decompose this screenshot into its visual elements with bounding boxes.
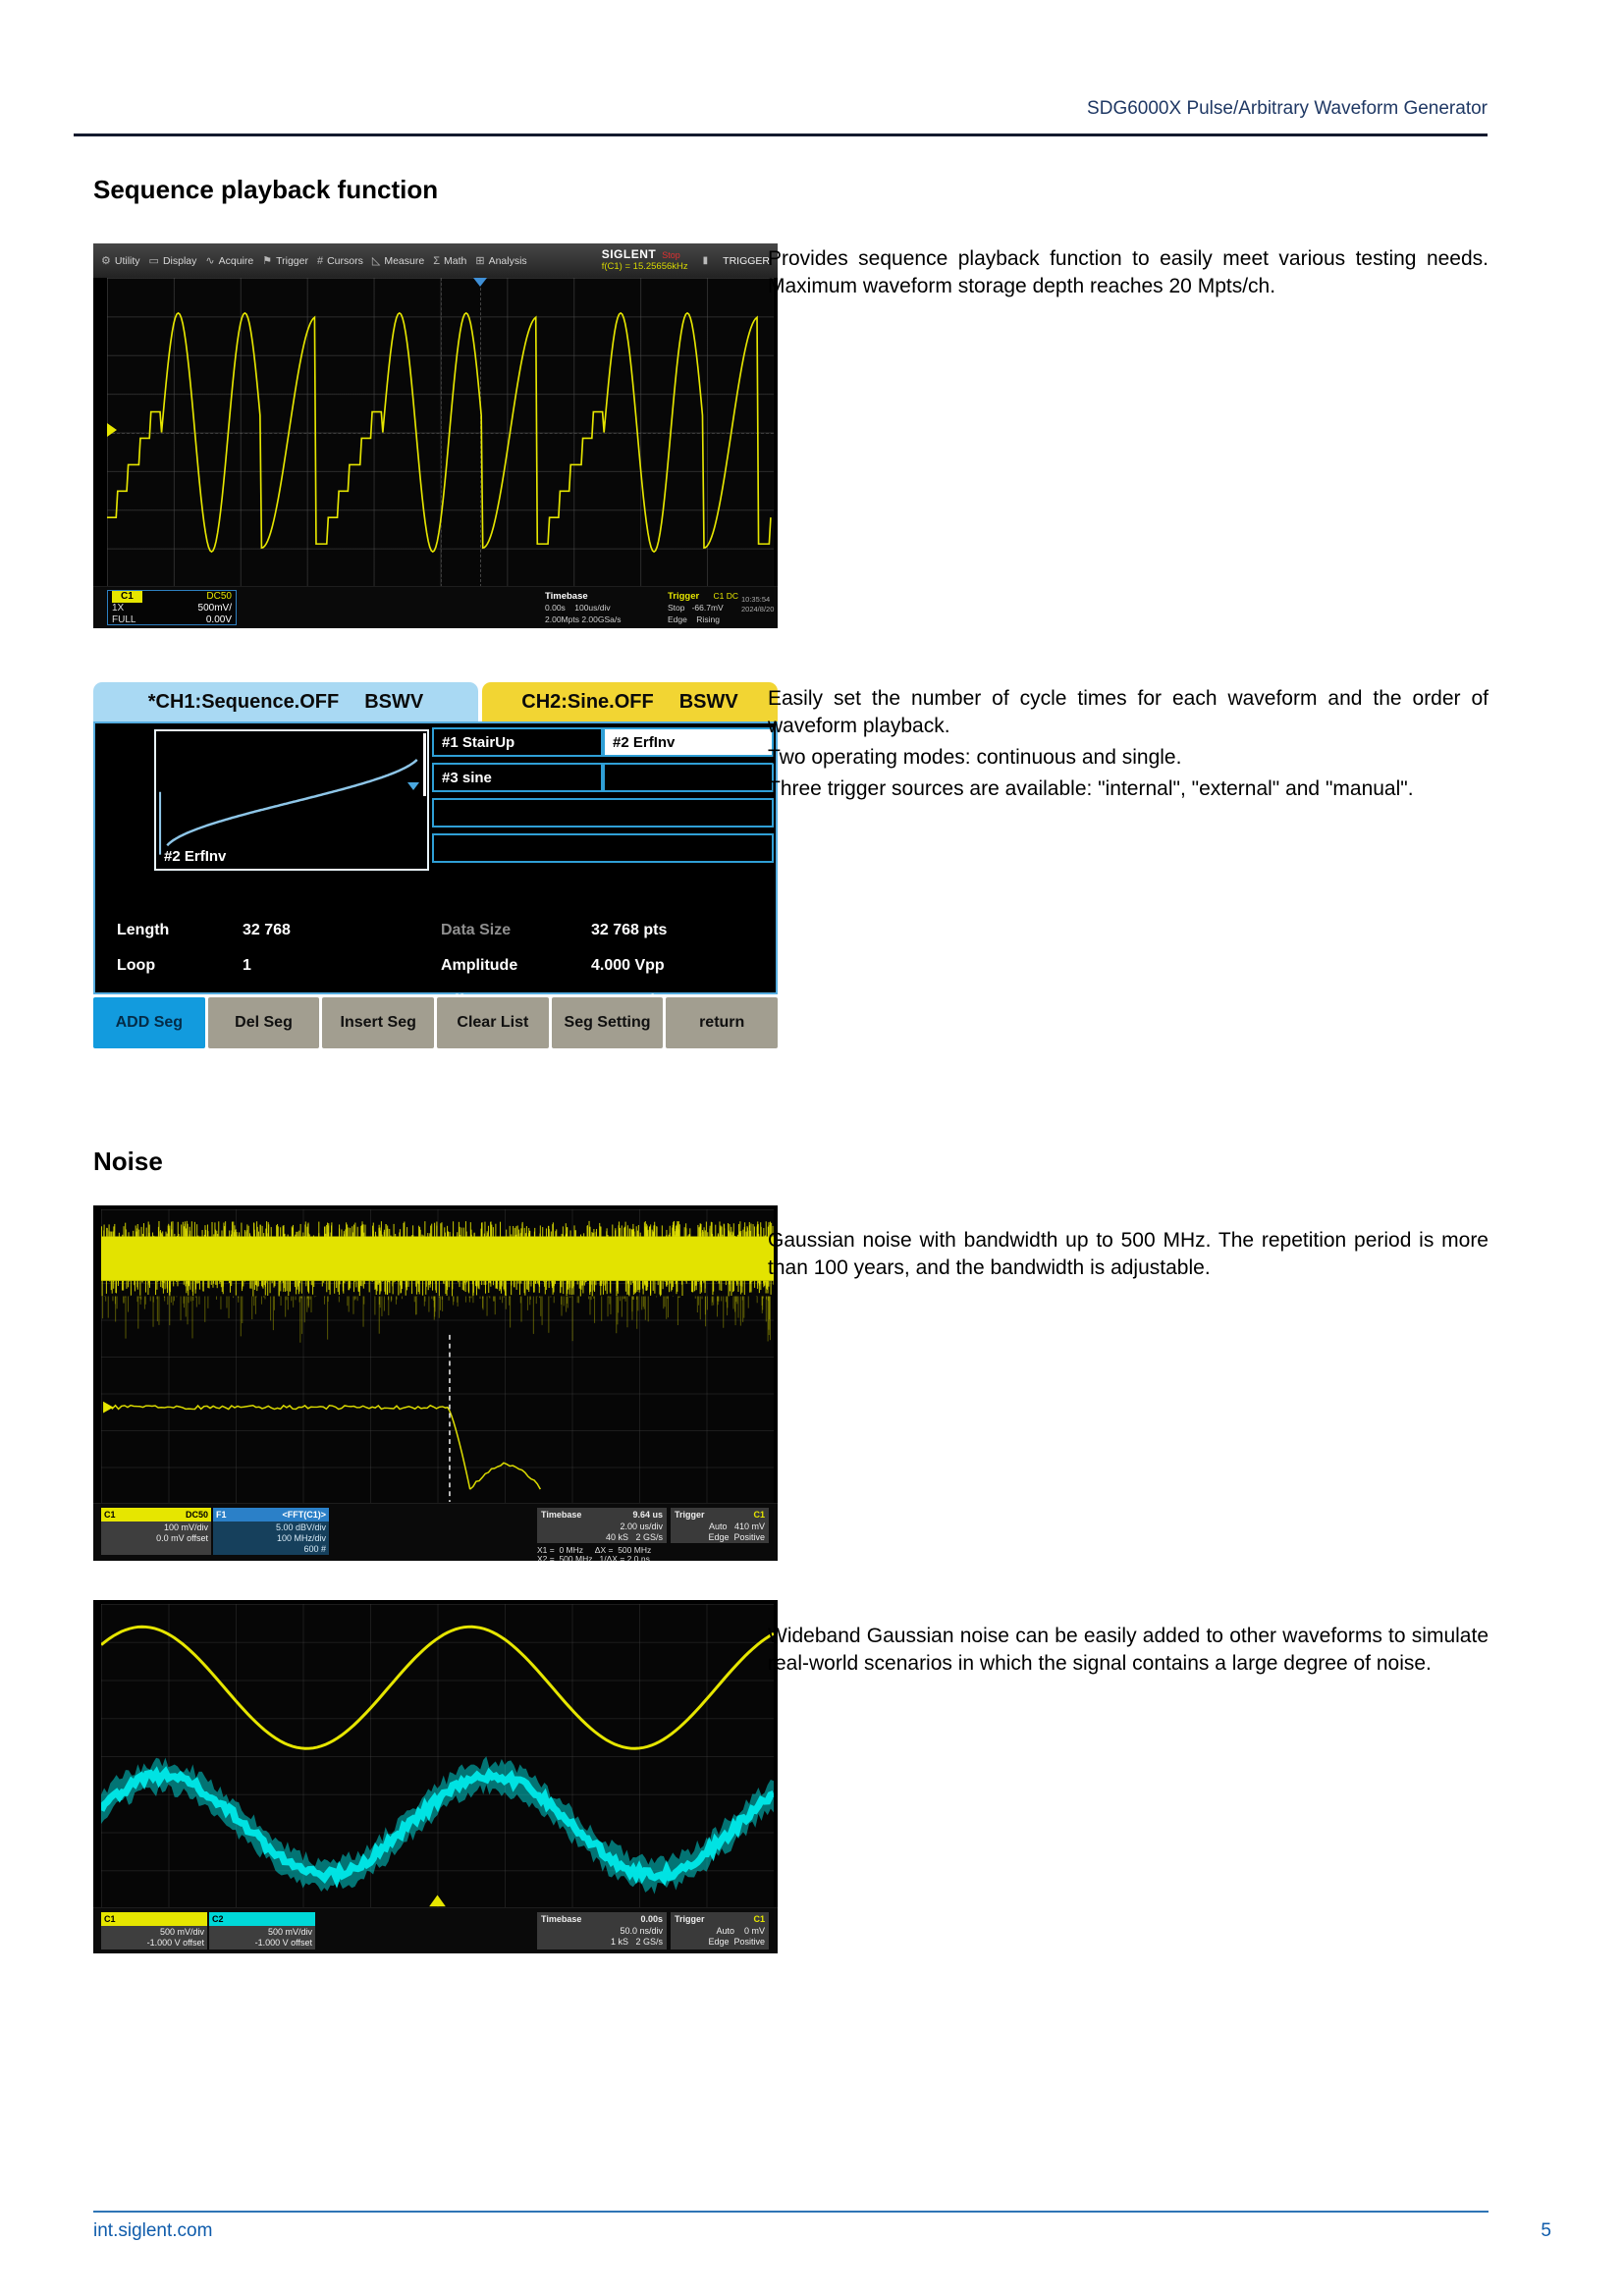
menu-cursors[interactable]: # Cursors — [316, 254, 363, 267]
segment-cell-empty[interactable] — [603, 763, 774, 792]
measure-icon: ◺ — [371, 255, 381, 267]
section-heading-noise: Noise — [93, 1147, 163, 1176]
channel2-info-box[interactable]: C2 500 mV/div -1.000 V offset — [209, 1912, 315, 1949]
math-icon: Σ — [433, 254, 440, 267]
clock-info: 10:35:54 2024/8/20 — [741, 595, 775, 614]
section-heading-sequence: Sequence playback function — [93, 175, 439, 204]
channel1-info-box[interactable]: C1 DC50 1X 500mV/ FULL 0.00V — [107, 590, 237, 625]
paragraph-line: Two operating modes: continuous and single. — [768, 746, 1182, 769]
loop-label: Loop — [117, 957, 156, 974]
footer-rule — [93, 2211, 1489, 2213]
scope-screenshot-noise-fft — [93, 1205, 778, 1561]
display-icon: ▭ — [148, 255, 159, 267]
trigger-indicator-label: TRIGGER — [723, 254, 770, 267]
paragraph-line: Easily set the number of cycle times for each waveform and the order of waveform playback. — [768, 687, 1489, 737]
loop-value: 1 — [243, 957, 251, 974]
timebase-info: Timebase 0.00s 50.0 ns/div 1 kS 2 GS/s — [537, 1912, 667, 1949]
length-value: 32 768 — [243, 922, 291, 938]
analysis-icon: ⊞ — [475, 255, 485, 267]
header-rule — [74, 133, 1488, 136]
f1-fft-info-box[interactable]: F1 <FFT(C1)> 5.00 dBV/div 100 MHz/div 600 # — [213, 1508, 329, 1555]
scope-screenshot-sequence — [93, 243, 778, 628]
sequence-paragraph-1: Provides sequence playback function to easily meet various testing needs. Maximum waveform storage depth reaches 20 Mpts/ch. — [768, 247, 1489, 297]
tab-ch2[interactable]: CH2:Sine.OFF BSWV — [482, 682, 778, 721]
paragraph-line: Three trigger sources are available: "internal", "external" and "manual". — [768, 777, 1414, 800]
acquire-icon: ∿ — [205, 255, 215, 267]
menu-measure[interactable]: ◺ Measure — [371, 254, 425, 267]
preview-marker-icon — [407, 782, 419, 790]
sequence-paragraph-2 — [768, 685, 1489, 803]
frequency-readout: f(C1) = 15.25656kHz — [601, 261, 688, 272]
scope-status-bar — [93, 586, 778, 628]
seg-setting-button[interactable]: Seg Setting — [552, 997, 664, 1048]
menu-utility[interactable]: ⚙ Utility — [101, 254, 140, 267]
timebase-info: Timebase 0.00s 100us/div 2.00Mpts 2.00GSa/s — [545, 591, 622, 624]
channel1-info-box[interactable]: C1 DC50 100 mV/div 0.0 mV offset — [101, 1508, 211, 1555]
sdg-screenshot-sequence-editor — [93, 682, 778, 1051]
clear-list-button[interactable]: Clear List — [437, 997, 549, 1048]
scope-toolbar — [93, 243, 778, 278]
menu-math[interactable]: Σ Math — [433, 254, 467, 267]
datasize-label: Data Size — [441, 922, 512, 938]
channel1-info-box[interactable]: C1 500 mV/div -1.000 V offset — [101, 1912, 207, 1949]
preview-scrollbar[interactable] — [423, 733, 426, 796]
insert-seg-button[interactable]: Insert Seg — [322, 997, 434, 1048]
noise-paragraph-2: Wideband Gaussian noise can be easily added to other waveforms to simulate real-world scenarios in which the signal contains a large degree of noise. — [768, 1625, 1489, 1675]
cursors-icon: # — [316, 254, 324, 267]
trigger-info: Trigger C1 DC Stop -66.7mV Edge Rising — [668, 591, 738, 624]
menu-display[interactable]: ▭ Display — [148, 254, 197, 267]
gear-icon: ⚙ — [101, 255, 111, 267]
channel1-badge: C1 — [112, 591, 142, 603]
page-number: 5 — [1541, 2220, 1551, 2241]
add-seg-button[interactable]: ADD Seg — [93, 997, 205, 1048]
acquisition-status: Stop — [662, 250, 680, 260]
scope-graticule — [107, 278, 774, 587]
scope-status-bar — [93, 1907, 778, 1953]
amplitude-label: Amplitude — [441, 957, 518, 974]
brand-block — [602, 249, 688, 272]
scope-screenshot-noisy-sine — [93, 1600, 778, 1953]
noise-paragraph-1: Gaussian noise with bandwidth up to 500 MHz. The repetition period is more than 100 years, and the bandwidth is adjustable. — [768, 1229, 1489, 1279]
siglent-logo: SIGLENT — [601, 247, 657, 261]
cursor-readout-x2: X2 = 500 MHz 1/ΔX = 2.0 ns — [537, 1554, 650, 1561]
scope-status-bar — [93, 1503, 778, 1561]
del-seg-button[interactable]: Del Seg — [208, 997, 320, 1048]
segment-table — [432, 727, 774, 863]
menu-trigger[interactable]: ⚑ Trigger — [262, 254, 308, 267]
page-header-title: SDG6000X Pulse/Arbitrary Waveform Generator — [1087, 98, 1488, 119]
segment-cell-3[interactable]: #3 sine — [432, 763, 603, 792]
trigger-info: Trigger C1 Auto 0 mV Edge Positive — [671, 1912, 769, 1949]
scope-graticule — [101, 1209, 774, 1504]
segment-cell-2-selected[interactable]: #2 ErfInv — [603, 727, 774, 757]
tab-ch1[interactable]: *CH1:Sequence.OFF BSWV — [93, 682, 478, 721]
scope-graticule — [101, 1604, 774, 1908]
cursor-readout-x1: X1 = 0 MHz ΔX = 500 MHz — [537, 1545, 652, 1555]
waveform-preview — [154, 729, 429, 871]
sequence-waveform-trace — [107, 278, 774, 587]
sdg-main-panel — [93, 721, 778, 994]
footer-website-link[interactable]: int.siglent.com — [93, 2220, 213, 2241]
flag-icon: ⚑ — [262, 255, 273, 267]
segment-cell-1[interactable]: #1 StairUp — [432, 727, 603, 757]
datasize-value: 32 768 pts — [591, 922, 668, 938]
menu-acquire[interactable]: ∿ Acquire — [205, 254, 254, 267]
timebase-info: Timebase 9.64 us 2.00 us/div 40 kS 2 GS/s — [537, 1508, 667, 1543]
battery-icon: ▮ — [702, 255, 709, 266]
segment-row-empty[interactable] — [432, 798, 774, 828]
noise-and-fft-trace — [101, 1209, 774, 1504]
segment-row-empty[interactable] — [432, 833, 774, 863]
preview-segment-label: #2 ErfInv — [164, 848, 227, 865]
menu-analysis[interactable]: ⊞ Analysis — [475, 254, 527, 267]
length-label: Length — [117, 922, 170, 938]
sine-and-noisy-sine-traces — [101, 1604, 774, 1908]
return-button[interactable]: return — [666, 997, 778, 1048]
sdg-softkey-menu — [93, 997, 778, 1048]
trigger-info: Trigger C1 Auto 410 mV Edge Positive — [671, 1508, 769, 1543]
amplitude-value: 4.000 Vpp — [591, 957, 665, 974]
